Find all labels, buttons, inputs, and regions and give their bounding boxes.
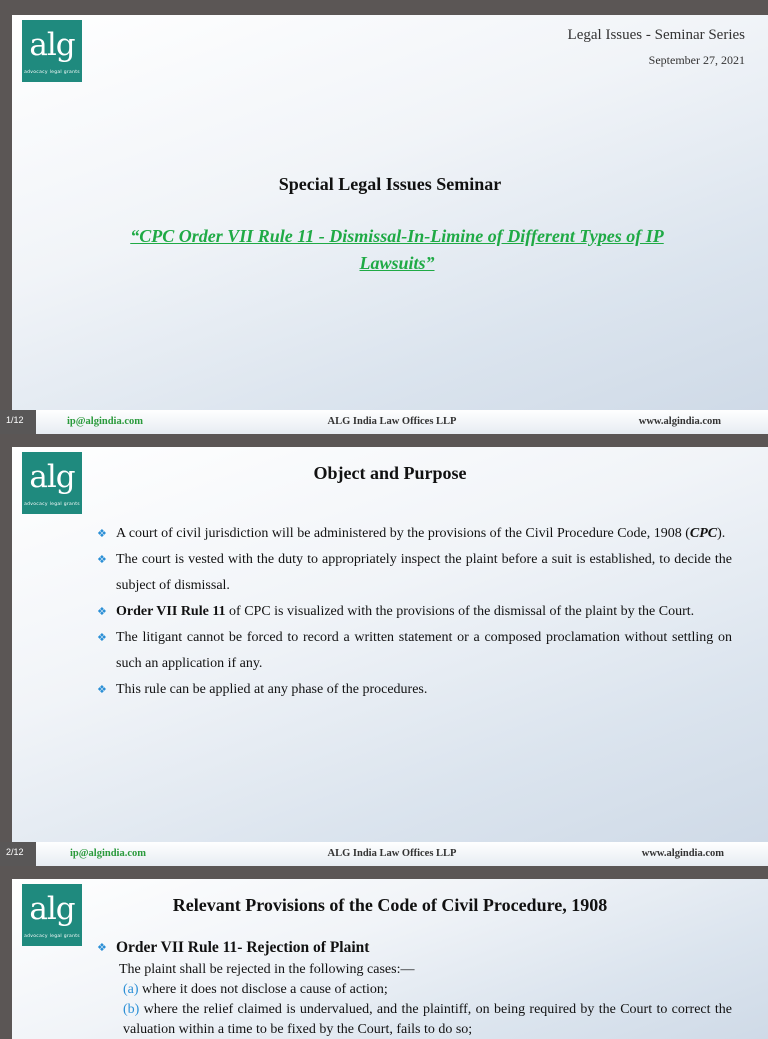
logo-mark: alg <box>29 459 75 495</box>
logo-tagline: advocacy legal grants <box>24 502 80 507</box>
page-number: 2/12 <box>6 847 24 857</box>
diamond-bullet-icon: ❖ <box>97 631 107 644</box>
bullet-item: ❖ The court is vested with the duty to appropriately inspect the plaint before a suit is established, to decide the subject of dismissal. <box>97 547 732 599</box>
slide-1 <box>12 15 768 410</box>
diamond-bullet-icon: ❖ <box>97 941 107 954</box>
bullet-list <box>97 521 732 703</box>
provision-item: (b) where the relief claimed is undervalued, and the plaintiff, on being required by the Court to correct the valuation within a time to be fixed by the Court, fails to do so; <box>123 1002 732 1037</box>
slide-3 <box>12 879 768 1039</box>
seminar-series: Legal Issues - Seminar Series <box>567 27 745 43</box>
diamond-bullet-icon: ❖ <box>97 605 107 618</box>
diamond-bullet-icon: ❖ <box>97 553 107 566</box>
footer-firm-name: ALG India Law Offices LLP <box>327 848 457 859</box>
provision-intro: The plaint shall be rejected in the following cases:— <box>119 962 415 977</box>
slide-header <box>568 27 745 68</box>
bullet-item: ❖ A court of civil jurisdiction will be administered by the provisions of the Civil Procedure Code, 1908 (CPC). <box>97 521 732 547</box>
logo-tagline: advocacy legal grants <box>24 934 80 939</box>
alg-logo <box>22 20 82 82</box>
diamond-bullet-icon: ❖ <box>97 527 107 540</box>
logo-mark: alg <box>29 891 75 927</box>
slide-2 <box>12 447 768 842</box>
page-number: 1/12 <box>6 415 24 425</box>
footer-band <box>36 842 768 866</box>
footer-firm-name: ALG India Law Offices LLP <box>327 416 457 427</box>
footer-website-link[interactable]: www.algindia.com <box>638 416 721 427</box>
bullet-item: ❖ This rule can be applied at any phase of the procedures. <box>97 677 732 703</box>
slide-title: Relevant Provisions of the Code of Civil Procedure, 1908 <box>172 895 608 915</box>
slide-footer-2 <box>0 842 768 866</box>
seminar-subtitle: “CPC Order VII Rule 11 - Dismissal-In-Limine of Different Types of IP Lawsuits” <box>130 226 664 273</box>
diamond-bullet-icon: ❖ <box>97 683 107 696</box>
slide-title: Object and Purpose <box>313 463 467 483</box>
bullet-item: ❖ Order VII Rule 11 of CPC is visualized with the provisions of the dismissal of the plaint by the Court. <box>97 599 732 625</box>
footer-email-link[interactable]: ip@algindia.com <box>70 848 146 859</box>
provision-item: (a) where it does not disclose a cause of action; <box>123 982 388 997</box>
footer-email-link[interactable]: ip@algindia.com <box>67 416 143 427</box>
logo-mark: alg <box>29 27 75 63</box>
seminar-title: Special Legal Issues Seminar <box>278 174 502 194</box>
footer-website-link[interactable]: www.algindia.com <box>641 848 724 859</box>
bullet-item: ❖ The litigant cannot be forced to record a written statement or a composed proclamation without settling on such an application if any. <box>97 625 732 677</box>
seminar-date: September 27, 2021 <box>648 53 745 67</box>
slide-footer-1 <box>0 410 768 434</box>
provision-heading: ❖ Order VII Rule 11- Rejection of Plaint <box>97 939 370 956</box>
logo-tagline: advocacy legal grants <box>24 70 80 75</box>
footer-band <box>36 410 768 434</box>
